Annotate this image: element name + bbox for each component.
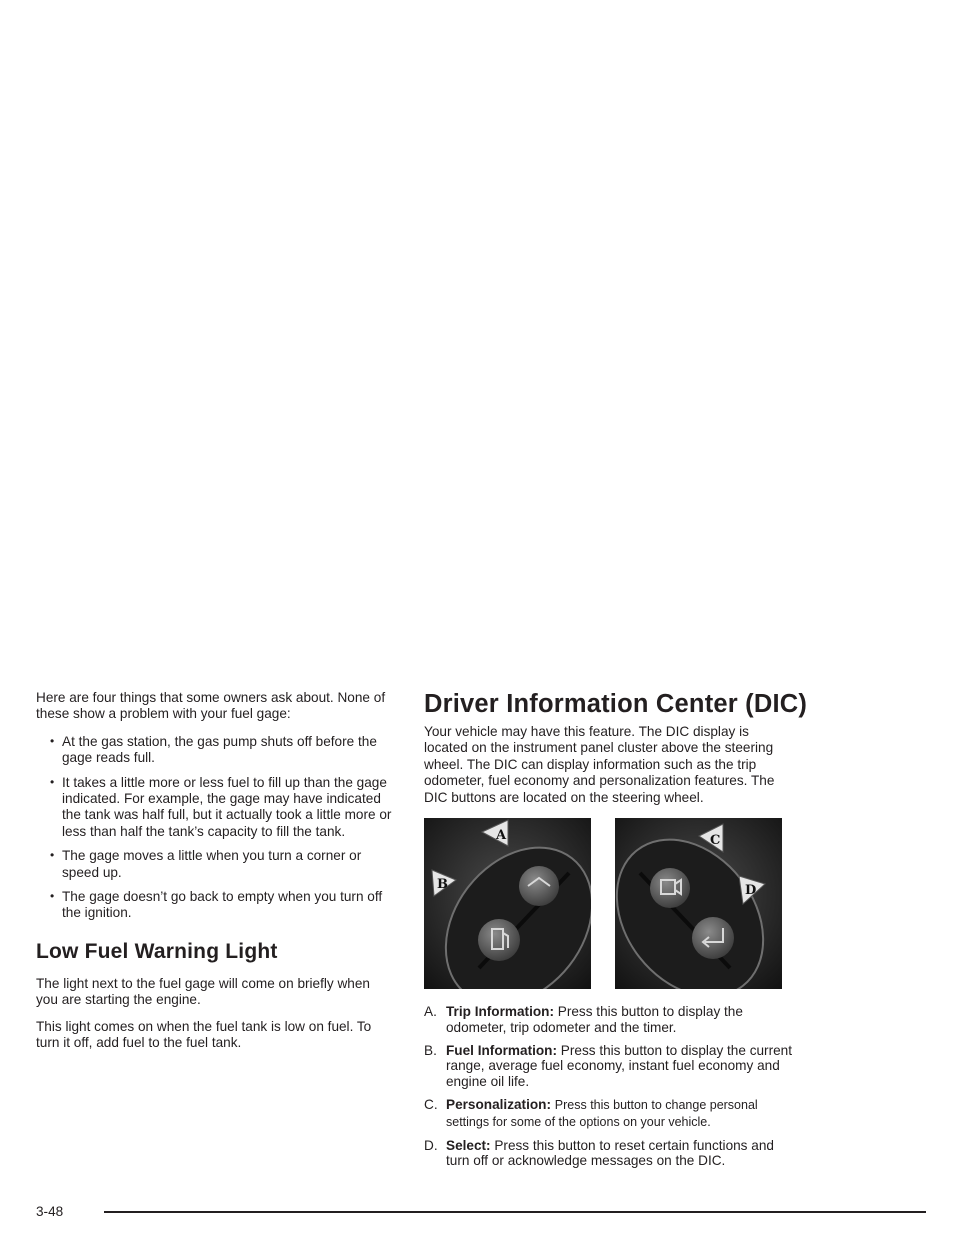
right-column — [424, 690, 808, 1176]
definition-item — [424, 1004, 796, 1036]
definition-text: Press this button to reset certain functions and turn off or acknowledge messages on the DIC. — [446, 1137, 774, 1169]
footer-rule — [104, 1211, 926, 1213]
dic-intro-paragraph: Your vehicle may have this feature. The DIC display is located on the instrument panel cluster above the steering wheel. The DIC can display information such as the trip odometer, fuel economy and personalization features. The DIC buttons are located on the steering wheel. — [424, 724, 775, 805]
dic-heading: Driver Information Center (DIC) — [424, 690, 808, 718]
fuel-gage-bullet-list — [36, 734, 392, 922]
low-fuel-paragraph-1: The light next to the fuel gage will come on briefly when you are starting the engine. — [36, 975, 370, 1008]
definition-item — [424, 1097, 796, 1131]
label-b: B — [437, 877, 448, 893]
bullet-item: • At the gas station, the gas pump shuts off before the gage reads full. — [36, 734, 392, 767]
definition-term: Fuel Information: — [446, 1042, 558, 1058]
definition-item — [424, 1043, 796, 1090]
bullet-item: • It takes a little more or less fuel to fill up than the gage indicated. For example, the gage may have indicated the tank was half full, but it actually took a little more or less than half the tank’s capacity to fill the tank. — [36, 775, 392, 841]
definition-term: Personalization: — [446, 1097, 551, 1113]
definition-key: A. — [424, 1004, 437, 1020]
definition-key: B. — [424, 1042, 437, 1058]
definition-term: Select: — [446, 1137, 491, 1153]
definition-text: Press this button to change personal settings for some of the options on your vehicle. — [446, 1098, 758, 1129]
definition-key: C. — [424, 1097, 438, 1113]
low-fuel-heading: Low Fuel Warning Light — [36, 939, 278, 963]
label-c: C — [710, 833, 721, 849]
bullet-item: • The gage doesn’t go back to empty when you turn off the ignition. — [36, 889, 392, 922]
bullet-item: • The gage moves a little when you turn a corner or speed up. — [36, 848, 392, 881]
definition-text: Press this button to display the odometer, trip odometer and the timer. — [446, 1004, 743, 1035]
dic-buttons-photos — [424, 818, 796, 989]
page-number: 3-48 — [36, 1204, 64, 1219]
dic-button-definitions — [424, 1004, 796, 1169]
definition-item — [424, 1138, 796, 1170]
label-d: D — [745, 883, 757, 899]
definition-term: Trip Information: — [446, 1004, 554, 1020]
label-a: A — [496, 828, 507, 844]
left-column — [36, 690, 392, 1062]
photo-buttons-c-d — [615, 818, 782, 989]
definition-key: D. — [424, 1137, 438, 1153]
definition-text: Press this button to display the current range, average fuel economy, instant fuel economy and engine oil life. — [446, 1042, 793, 1090]
intro-paragraph: Here are four things that some owners ask about. None of these show a problem with your fuel gage: — [36, 690, 386, 722]
photo-buttons-a-b — [424, 818, 591, 989]
low-fuel-paragraph-2: This light comes on when the fuel tank is low on fuel. To turn it off, add fuel to the fuel tank. — [36, 1018, 372, 1051]
